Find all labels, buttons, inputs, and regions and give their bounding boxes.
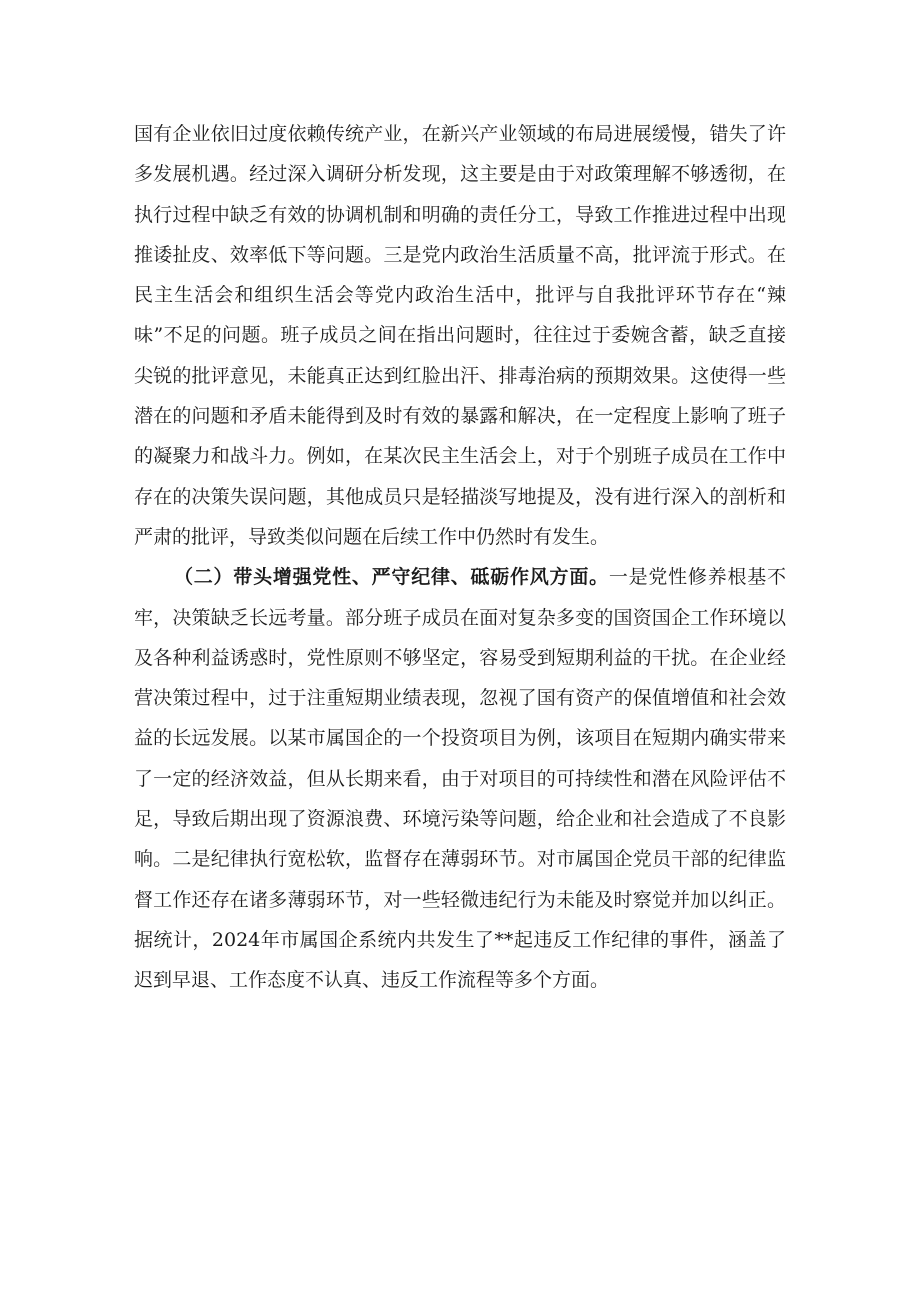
paragraph-continued: 国有企业依旧过度依赖传统产业，在新兴产业领域的布局进展缓慢，错失了许多发展机遇。经过深入调研分析发现，这主要是由于对政策理解不够透彻，在执行过程中缺乏有效的协调机制和明确的责任分工，导致工作推进过程中出现推诿扯皮、效率低下等问题。三是党内政治生活质量不高，批评流于形式。在民主生活会和组织生活会等党内政治生活中，批评与自我批评环节存在“辣味”不足的问题。班子成员之间在指出问题时，往往过于委婉含蓄，缺乏直接尖锐的批评意见，未能真正达到红脸出汗、排毒治病的预期效果。这使得一些潜在的问题和矛盾未能得到及时有效的暴露和解决，在一定程度上影响了班子的凝聚力和战斗力。例如，在某次民主生活会上，对于个别班子成员在工作中存在的决策失误问题，其他成员只是轻描淡写地提及，没有进行深入的剖析和严肃的批评，导致类似问题在后续工作中仍然时有发生。 (134, 123, 786, 548)
section-heading: （二）带头增强党性、严守纪律、砥砺作风方面。 (174, 566, 609, 589)
document-body (134, 114, 786, 1001)
section-body: 一是党性修养根基不牢，决策缺乏长远考量。部分班子成员在面对复杂多变的国资国企工作环境以及各种利益诱惑时，党性原则不够坚定，容易受到短期利益的干扰。在企业经营决策过程中，过于注重短期业绩表现，忽视了国有资产的保值增值和社会效益的长远发展。以某市属国企的一个投资项目为例，该项目在短期内确实带来了一定的经济效益，但从长期来看，由于对项目的可持续性和潜在风险评估不足，导致后期出现了资源浪费、环境污染等问题，给企业和社会造成了不良影响。二是纪律执行宽松软，监督存在薄弱环节。对市属国企党员干部的纪律监督工作还存在诸多薄弱环节，对一些轻微违纪行为未能及时察觉并加以纠正。据统计，2024年市属国企系统内共发生了**起违反工作纪律的事件，涵盖了迟到早退、工作态度不认真、违反工作流程等多个方面。 (134, 566, 786, 992)
paragraph-section-two (134, 557, 786, 1000)
